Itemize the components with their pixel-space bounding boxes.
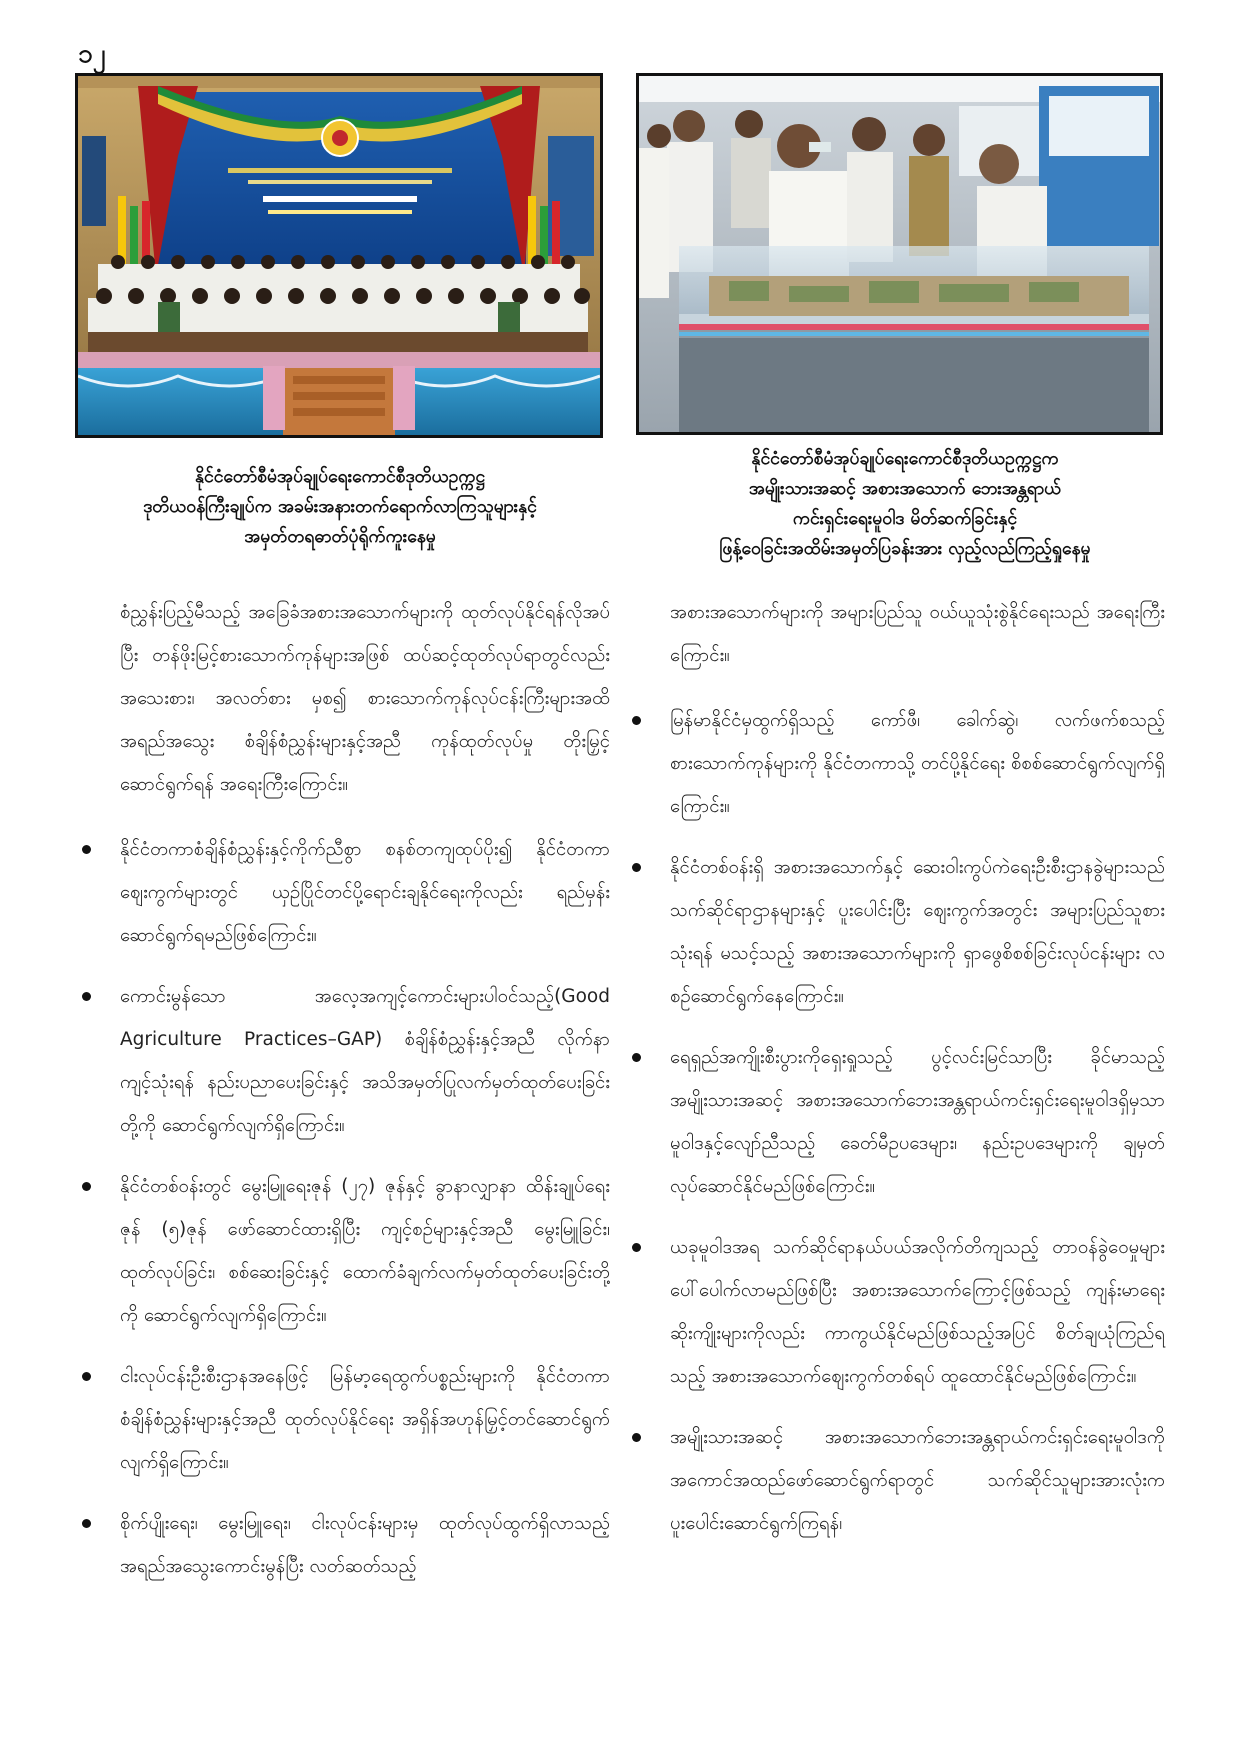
bullet-icon [82,992,91,1001]
caption-line: ဒုတိယဝန်ကြီးချုပ်က အခမ်းအနားတက်ရောက်လာကြသူများနှင့် [143,497,537,517]
bullet-icon [632,1243,641,1252]
bullet-item [80,1502,610,1588]
bullet-text: မြန်မာနိုင်ငံမှထွက်ရှိသည့် ကော်ဖီ၊ ခေါက်ဆွဲ၊ လက်ဖက်စသည့် စားသောက်ကုန်များကို နိုင်ငံတကာသို့ တင်ပို့နိုင်ရေး စိစစ်ဆောင်ရွက်လျက်ရှိကြောင်း။ [670,710,1165,817]
bullet-item [80,1165,610,1337]
group-photo [75,73,603,438]
bullet-icon [82,1182,91,1191]
bullet-item [80,975,610,1147]
exhibition-photo [636,73,1163,435]
bullet-item [80,828,610,957]
bullet-text: ကောင်းမွန်သော အလေ့အကျင့်ကောင်းများပါဝင်သည့်(Good Agriculture Practices–GAP) စံချိန်စံညွှန်းနှင့်အညီ လိုက်နာကျင့်သုံးရန် နည်းပညာပေးခြင်းနှင့် အသိအမှတ်ပြုလက်မှတ်ထုတ်ပေးခြင်းတို့ကို ဆောင်ရွက်လျက်ရှိကြောင်း။ [120,986,610,1136]
bullet-icon [632,1433,641,1442]
bullet-text: ယခုမူဝါဒအရ သက်ဆိုင်ရာနယ်ပယ်အလိုက်တိကျသည့် တာဝန်ခွဲဝေမှုများ ပေါ်ပေါက်လာမည်ဖြစ်ပြီး အစားအသောက်ကြောင့်ဖြစ်သည့် ကျန်းမာရေးဆိုးကျိုးများကိုလည်း ကာကွယ်နိုင်မည်ဖြစ်သည့်အပြင် စိတ်ချယုံကြည်ရသည့် အစားအသောက်ဈေးကွက်တစ်ရပ် ထူထောင်နိုင်မည်ဖြစ်ကြောင်း။ [670,1237,1165,1387]
bullet-text: နိုင်ငံတစ်ဝန်းရှိ အစားအသောက်နှင့် ဆေးဝါးကွပ်ကဲရေးဦးစီးဌာနခွဲများသည် သက်ဆိုင်ရာဌာနများနှင့် ပူးပေါင်းပြီး ဈေးကွက်အတွင်း အများပြည်သူစားသုံးရန် မသင့်သည့် အစားအသောက်များကို ရှာဖွေစိစစ်ခြင်းလုပ်ငန်းများ လစဉ်ဆောင်ရွက်နေကြောင်း။ [670,857,1165,1007]
bullet-icon [82,1372,91,1381]
caption-line: နိုင်ငံတော်စီမံအုပ်ချုပ်ရေးကောင်စီဒုတိယဥက္ကဋ္ဌ [194,467,486,487]
bullet-item [630,1416,1165,1545]
photo-caption-left [80,462,600,552]
bullet-text: နိုင်ငံတကာစံချိန်စံညွှန်းနှင့်ကိုက်ညီစွာ စနစ်တကျထုပ်ပိုး၍ နိုင်ငံတကာဈေးကွက်များတွင် ယှဉ်ပြိုင်တင်ပို့ရောင်းချနိုင်ရေးကိုလည်း ရည်မှန်းဆောင်ရွက်ရမည်ဖြစ်ကြောင်း။ [120,839,610,946]
bullet-text: စိုက်ပျိုးရေး၊ မွေးမြူရေး၊ ငါးလုပ်ငန်းများမှ ထုတ်လုပ်ထွက်ရှိလာသည့် အရည်အသွေးကောင်းမွန်ပြီး လတ်ဆတ်သည့် [120,1513,610,1577]
page-number: ၁၂ [78,39,106,69]
continuation-paragraph: အစားအသောက်များကို အများပြည်သူ ဝယ်ယူသုံးစွဲနိုင်ရေးသည် အရေးကြီးကြောင်း။ [670,602,1165,666]
right-text-column [630,591,1165,1545]
bullet-text: နိုင်ငံတစ်ဝန်းတွင် မွေးမြူရေးဇုန် (၂၇) ဇုန်နှင့် ခွာနာလျှာနာ ထိန်းချုပ်ရေးဇုန် (၅)ဇုန် ဖော်ဆောင်ထားရှိပြီး ကျင့်စဉ်များနှင့်အညီ မွေးမြူခြင်း၊ ထုတ်လုပ်ခြင်း၊ စစ်ဆေးခြင်းနှင့် ထောက်ခံချက်လက်မှတ်ထုတ်ပေးခြင်းတို့ကို ဆောင်ရွက်လျက်ရှိကြောင်း။ [120,1176,610,1326]
bullet-item [630,846,1165,1018]
bullet-icon [632,716,641,725]
bullet-icon [632,863,641,872]
bullet-item [630,699,1165,828]
bullet-item [630,1036,1165,1208]
bullet-text: အမျိုးသားအဆင့် အစားအသောက်ဘေးအန္တရာယ်ကင်းရှင်းရေးမူဝါဒကို အကောင်အထည်ဖော်ဆောင်ရွက်ရာတွင် သက်ဆိုင်သူများအားလုံးက ပူးပေါင်းဆောင်ရွက်ကြရန်၊ [670,1427,1165,1534]
caption-line: အမျိုးသားအဆင့် အစားအသောက် ဘေးအန္တရာယ် [748,479,1062,499]
caption-line: အမှတ်တရဓာတ်ပုံရိုက်ကူးနေမှု [244,527,436,547]
left-text-column [80,591,610,1588]
caption-line: ဖြန့်ဝေခြင်းအထိမ်းအမှတ်ပြခန်းအား လှည့်လည်ကြည့်ရှုနေမှု [719,539,1091,559]
bullet-text: ရေရှည်အကျိုးစီးပွားကိုရှေးရှုသည့် ပွင့်လင်းမြင်သာပြီး ခိုင်မာသည့် အမျိုးသားအဆင့် အစားအသောက်ဘေးအန္တရာယ်ကင်းရှင်းရေးမူဝါဒရှိမှသာ မူဝါဒနှင့်လျော်ညီသည့် ခေတ်မီဥပဒေများ၊ နည်းဥပဒေများကို ချမှတ်လုပ်ဆောင်နိုင်မည်ဖြစ်ကြောင်း။ [670,1047,1165,1197]
continuation-paragraph: စံညွှန်းပြည့်မီသည့် အခြေခံအစားအသောက်များကို ထုတ်လုပ်နိုင်ရန်လိုအပ်ပြီး တန်ဖိုးမြင့်စားသောက်ကုန်များအဖြစ် ထပ်ဆင့်ထုတ်လုပ်ရာတွင်လည်း အသေးစား၊ အလတ်စား မှစ၍ စားသောက်ကုန်လုပ်ငန်းကြီးများအထိ အရည်အသွေး စံချိန်စံညွှန်းများနှင့်အညီ ကုန်ထုတ်လုပ်မှု တိုးမြှင့်ဆောင်ရွက်ရန် အရေးကြီးကြောင်း။ [120,602,610,795]
bullet-icon [632,1053,641,1062]
photo-caption-right [625,444,1185,564]
bullet-icon [82,1519,91,1528]
caption-line: ကင်းရှင်းရေးမူဝါဒ မိတ်ဆက်ခြင်းနှင့် [792,509,1018,529]
caption-line: နိုင်ငံတော်စီမံအုပ်ချုပ်ရေးကောင်စီဒုတိယဥက္ကဋ္ဌက [751,449,1059,469]
bullet-icon [82,845,91,854]
bullet-text: ငါးလုပ်ငန်းဦးစီးဌာနအနေဖြင့် မြန်မာ့ရေထွက်ပစ္စည်းများကို နိုင်ငံတကာစံချိန်စံညွှန်းများနှင့်အညီ ထုတ်လုပ်နိုင်ရေး အရှိန်အဟုန်မြှင့်တင်ဆောင်ရွက်လျက်ရှိကြောင်း။ [120,1366,610,1473]
bullet-item [80,1355,610,1484]
bullet-item [630,1226,1165,1398]
